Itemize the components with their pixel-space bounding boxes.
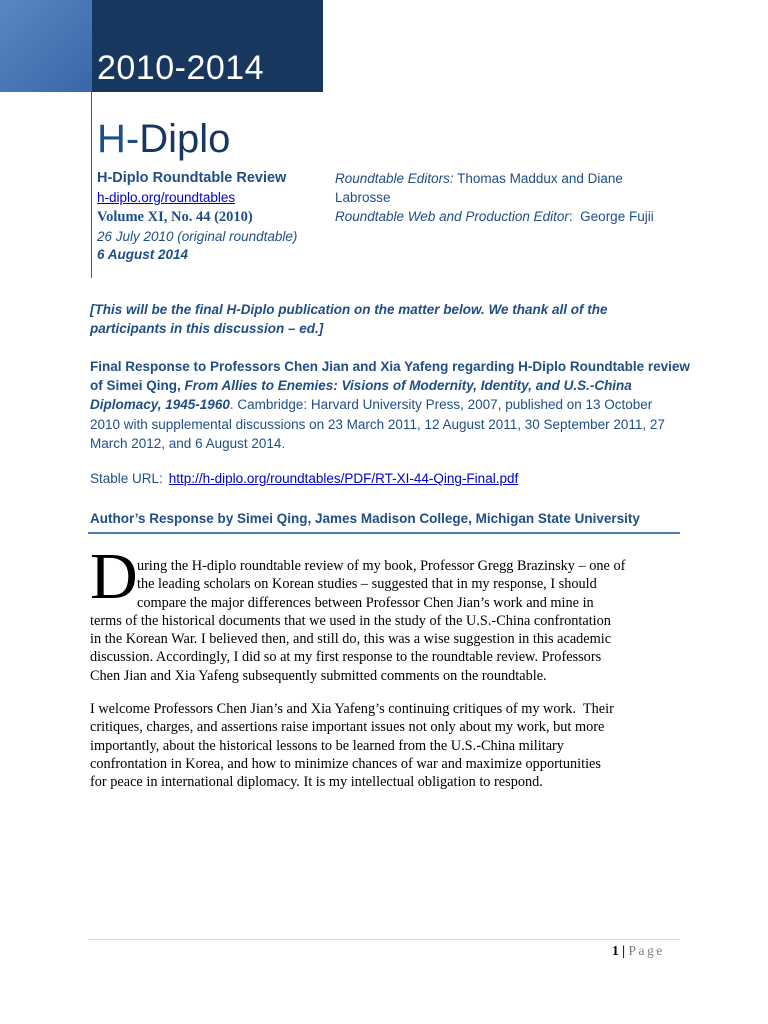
- heading-underline: [88, 532, 680, 534]
- year-range: 2010-2014: [97, 49, 265, 87]
- paragraph-line: in the Korean War. I believed then, and still do, this was a wise suggestion in this academic: [90, 631, 612, 648]
- header-accent-block: [0, 0, 92, 92]
- stable-url-row: [90, 471, 518, 486]
- title-prefix: H-: [97, 117, 140, 161]
- drop-cap: D: [90, 540, 138, 613]
- paragraph-line: discussion. Accordingly, I did so at my first response to the roundtable review. Professors: [90, 649, 602, 666]
- citation-title-cont: of Simei Qing,: [90, 378, 185, 394]
- final-date: 6 August 2014: [97, 247, 189, 262]
- publication-details-cont: March 2012, and 6 August 2014.: [90, 435, 286, 451]
- paragraph-line: compare the major differences between Professor Chen Jian’s work and mine in: [137, 594, 594, 611]
- paragraph-line: importantly, about the historical lessons to be learned from the U.S.-China military: [90, 737, 564, 754]
- publication-details: . Cambridge: Harvard University Press, 2007, published on 13 October: [229, 397, 653, 413]
- paragraph-line: terms of the historical documents that we used in the study of the U.S.-China confrontation: [90, 612, 611, 629]
- roundtables-link[interactable]: h-diplo.org/roundtables: [97, 190, 236, 205]
- book-title-cont: Diplomacy, 1945-1960: [90, 397, 230, 413]
- publication-details-cont: 2010 with supplemental discussions on 23 March 2011, 12 August 2011, 30 September 2011, 27: [90, 416, 665, 432]
- page-separator: |: [618, 943, 629, 958]
- page-word: Page: [628, 943, 665, 958]
- paragraph-line: I welcome Professors Chen Jian’s and Xia Yafeng’s continuing critiques of my work. Their: [90, 701, 614, 717]
- paragraph-line: Chen Jian and Xia Yafeng subsequently submitted comments on the roundtable.: [90, 667, 547, 684]
- web-editor-name: George Fujii: [572, 209, 654, 224]
- paragraph-line: confrontation in Korea, and how to minimize chances of war and maximize opportunities: [90, 755, 601, 772]
- volume-number: Volume XI, No. 44 (2010): [97, 209, 253, 225]
- book-title: From Allies to Enemies: Visions of Modernity, Identity, and U.S.-China: [184, 378, 632, 394]
- note-line: participants in this discussion – ed.]: [90, 321, 324, 336]
- web-editor-colon: :: [568, 209, 573, 224]
- author-heading: Author’s Response by Simei Qing, James Madison College, Michigan State University: [90, 511, 640, 526]
- header-divider-line: [91, 92, 92, 278]
- note-line: [This will be the final H-Diplo publication on the matter below. We thank all of the: [90, 302, 608, 317]
- final-response-citation: [90, 357, 690, 453]
- title-name: Diplo: [139, 117, 231, 161]
- stable-url-label: Stable URL:: [90, 471, 163, 486]
- roundtable-editors-names-cont: Labrosse: [335, 190, 391, 205]
- footer-divider: [88, 939, 680, 940]
- stable-url-link[interactable]: http://h-diplo.org/roundtables/PDF/RT-XI-44-Qing-Final.pdf: [168, 471, 519, 486]
- roundtable-editors-names: Thomas Maddux and Diane: [453, 171, 623, 186]
- web-editor-label: Roundtable Web and Production Editor: [335, 209, 569, 224]
- paragraph-line: critiques, charges, and assertions raise important issues not only about my work, but more: [90, 719, 605, 736]
- editors-block: [335, 169, 665, 226]
- citation-title: Final Response to Professors Chen Jian and Xia Yafeng regarding H-Diplo Roundtable review: [90, 359, 690, 374]
- body-paragraph-1: [90, 557, 680, 685]
- roundtable-editors-label: Roundtable Editors:: [335, 171, 454, 186]
- editorial-note: [90, 300, 680, 338]
- review-label: H-Diplo Roundtable Review: [97, 170, 287, 186]
- original-date: 26 July 2010 (original roundtable): [97, 229, 298, 244]
- page-number-value: 1: [612, 943, 619, 958]
- paragraph-line: uring the H-diplo roundtable review of my book, Professor Gregg Brazinsky – one of: [137, 558, 626, 574]
- paragraph-line: the leading scholars on Korean studies – suggested that in my response, I should: [137, 576, 597, 593]
- paragraph-line: for peace in international diplomacy. It is my intellectual obligation to respond.: [90, 774, 543, 791]
- publication-title: [97, 112, 230, 166]
- body-paragraph-2: [90, 700, 680, 791]
- page-number: [612, 943, 665, 959]
